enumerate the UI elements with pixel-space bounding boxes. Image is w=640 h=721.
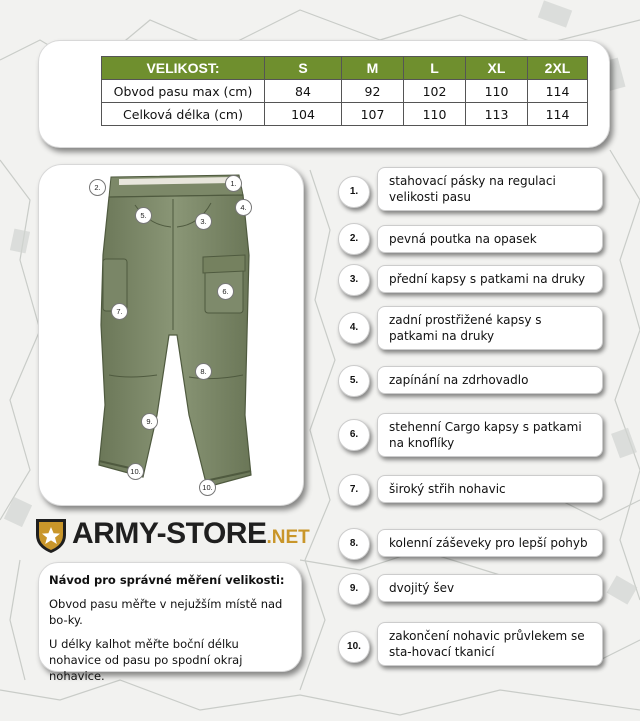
guide-length-text: U délky kalhot měřte boční délku nohavice od pasu po spodní okraj nohavice. [49,637,243,683]
table-cell: 113 [466,103,528,126]
table-cell: 84 [265,80,342,103]
marker-3: 3. [195,213,212,230]
measurement-guide-card [38,562,302,683]
table-cell: Obvod pasu max (cm) [102,80,265,103]
guide-waist-text: Obvod pasu měřte v nejužším místě nad bo-ky. [49,597,283,627]
marker-2: 2. [89,179,106,196]
marker-10-right: 10. [199,479,216,496]
marker-9: 9. [141,413,158,430]
pants-illustration [39,165,304,506]
feature-number-7: 7. [338,474,370,506]
header-cell: M [342,57,404,80]
header-cell: S [265,57,342,80]
table-cell: 110 [404,103,466,126]
feature-number-4: 4. [338,312,370,344]
feature-item-3: přední kapsy s patkami na druky [377,265,603,293]
feature-number-10: 10. [338,631,370,663]
size-table [101,56,588,126]
product-photo-card [38,164,304,506]
size-table-header [102,57,588,80]
marker-8: 8. [195,363,212,380]
feature-item-5: zapínání na zdrhovadlo [377,366,603,394]
feature-number-2: 2. [338,223,370,255]
marker-6: 6. [217,283,234,300]
marker-4: 4. [235,199,252,216]
feature-item-4: zadní prostřižené kapsy s patkami na druky [377,306,603,350]
table-cell: 92 [342,80,404,103]
header-cell: XL [466,57,528,80]
header-cell: VELIKOST: [102,57,265,80]
table-row [102,80,588,103]
feature-item-8: kolenní záševeky pro lepší pohyb [377,529,603,557]
marker-10-left: 10. [127,463,144,480]
shield-star-icon [34,515,68,555]
feature-number-3: 3. [338,264,370,296]
feature-number-5: 5. [338,365,370,397]
feature-number-1: 1. [338,176,370,208]
feature-item-6: stehenní Cargo kapsy s patkami na knoflíky [377,413,603,457]
table-cell: Celková délka (cm) [102,103,265,126]
guide-title: Návod pro správné měření velikosti: [49,573,285,587]
feature-number-6: 6. [338,419,370,451]
feature-item-10: zakončení nohavic průvlekem se sta-hovací tkanicí [377,622,603,666]
army-store-logo [34,513,310,555]
marker-5: 5. [135,207,152,224]
size-table-card [38,40,610,148]
logo-wordmark [72,517,310,555]
logo-suffix-text: .NET [266,527,310,548]
feature-item-9: dvojitý šev [377,574,603,602]
table-cell: 102 [404,80,466,103]
marker-7: 7. [111,303,128,320]
table-row [102,103,588,126]
marker-1: 1. [225,175,242,192]
table-cell: 114 [528,80,588,103]
feature-item-2: pevná poutka na opasek [377,225,603,253]
table-cell: 114 [528,103,588,126]
table-cell: 104 [265,103,342,126]
feature-item-1: stahovací pásky na regulaci velikosti pasu [377,167,603,211]
table-cell: 107 [342,103,404,126]
feature-number-9: 9. [338,573,370,605]
header-cell: L [404,57,466,80]
feature-number-8: 8. [338,528,370,560]
table-cell: 110 [466,80,528,103]
header-cell: 2XL [528,57,588,80]
feature-item-7: široký střih nohavic [377,475,603,503]
logo-main-text: ARMY-STORE [72,517,267,550]
